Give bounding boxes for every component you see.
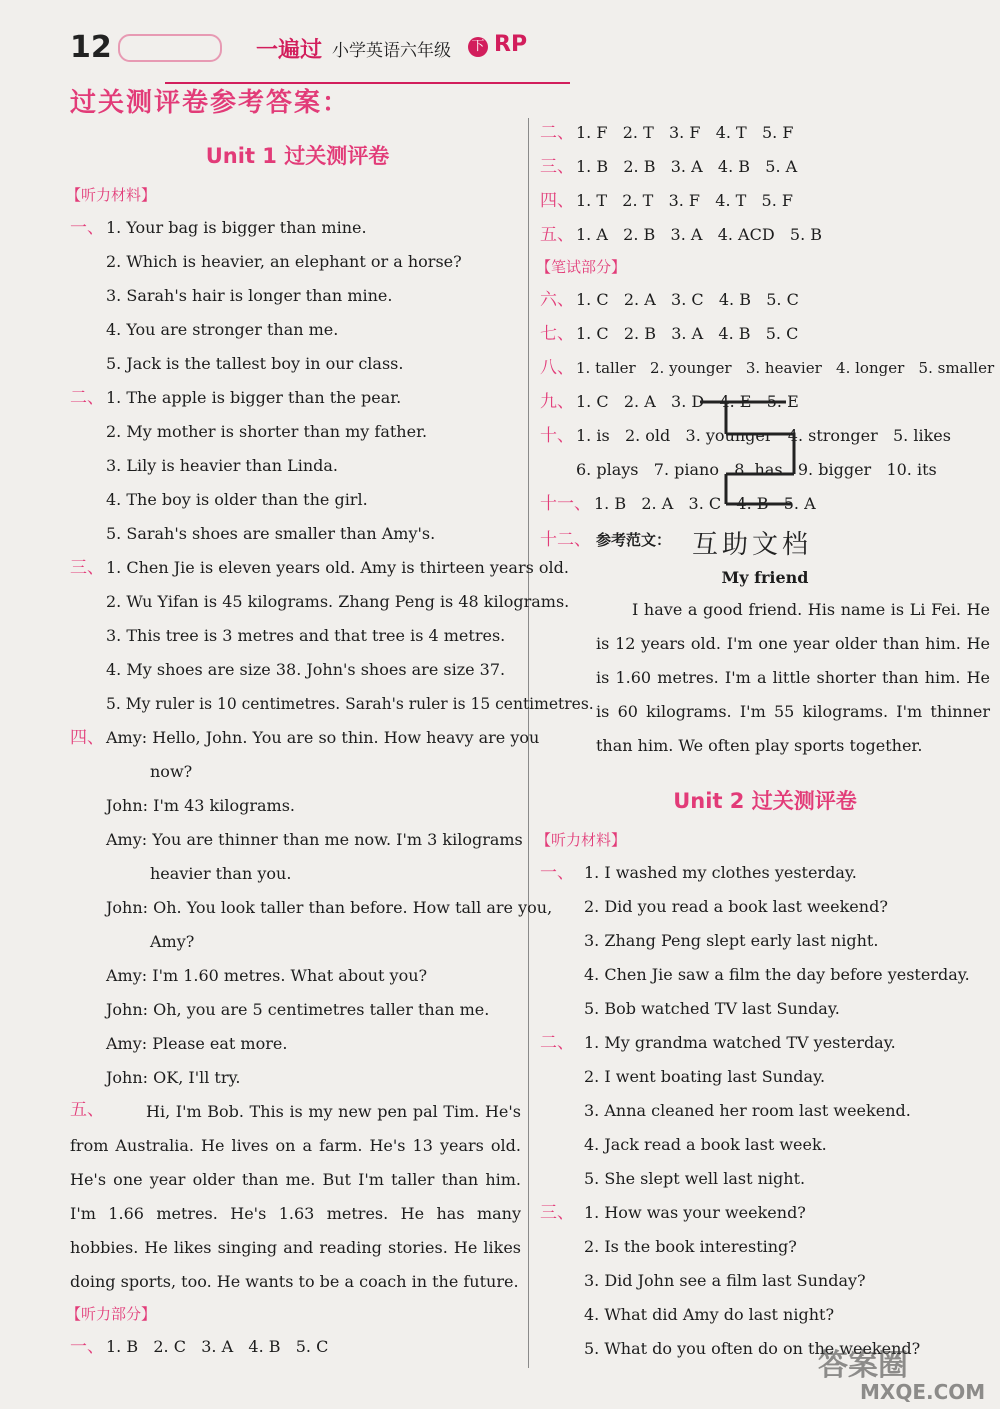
- answer-row: 1. B 2. A 3. C 4. B 5. A: [594, 494, 816, 513]
- unit2-section-1: [540, 856, 990, 1026]
- dialogue-line: John: OK, I'll try.: [106, 1068, 241, 1087]
- unit2-title: Unit 2 过关测评卷: [673, 789, 857, 813]
- section-number: 二、: [540, 1033, 574, 1053]
- answer-row: 1. is 2. old 3. younger 4. stronger 5. likes: [576, 426, 951, 445]
- section-number: 十二、: [540, 530, 591, 550]
- section-number: 六、: [540, 290, 574, 310]
- dialogue-line: Amy: You are thinner than me now. I'm 3 kilograms: [106, 830, 523, 849]
- list-item: 1. I washed my clothes yesterday.: [584, 863, 857, 882]
- list-item: 4. What did Amy do last night?: [584, 1305, 835, 1324]
- section-number: 一、: [70, 1337, 104, 1357]
- answer-row: 1. T 2. T 3. F 4. T 5. F: [576, 191, 794, 210]
- list-item: 2. I went boating last Sunday.: [584, 1067, 826, 1086]
- unit1-title: Unit 1 过关测评卷: [205, 144, 390, 168]
- section-number: 七、: [540, 324, 574, 344]
- corner-watermark-url: MXQE.COM: [860, 1380, 986, 1404]
- brand-logo-graphic: [118, 34, 222, 62]
- essay-title: My friend: [721, 568, 809, 587]
- book-title: 小学英语六年级: [332, 41, 451, 61]
- watermark-text: 互助文档: [692, 530, 813, 560]
- corner-watermark: 答案圈: [818, 1348, 908, 1383]
- answer-row: 1. C 2. B 3. A 4. B 5. C: [576, 324, 799, 343]
- page-title: 过关测评卷参考答案：: [70, 88, 351, 118]
- section-number: 五、: [540, 225, 574, 245]
- dialogue-line: now?: [150, 762, 193, 781]
- page-header: [70, 30, 528, 65]
- list-item: 1. The apple is bigger than the pear.: [106, 388, 402, 407]
- list-item: 3. This tree is 3 metres and that tree is 4 metres.: [106, 626, 506, 645]
- list-item: 1. How was your weekend?: [584, 1203, 806, 1222]
- brand-name: 一遍过: [256, 38, 323, 63]
- list-item: 3. Zhang Peng slept early last night.: [584, 931, 879, 950]
- list-item: 2. Wu Yifan is 45 kilograms. Zhang Peng is 48 kilograms.: [106, 592, 570, 611]
- list-item: 4. You are stronger than me.: [106, 320, 339, 339]
- section-number: 五、: [70, 1100, 104, 1120]
- list-item: 1. Your bag is bigger than mine.: [106, 218, 367, 237]
- section-number: 二、: [70, 388, 104, 408]
- answer-row: 6. plays 7. piano 8. has 9. bigger 10. its: [576, 460, 937, 479]
- list-item: 1. Chen Jie is eleven years old. Amy is thirteen years old.: [106, 558, 569, 577]
- dialogue-line: Amy: I'm 1.60 metres. What about you?: [106, 966, 428, 985]
- section-number: 三、: [540, 157, 574, 177]
- list-item: 3. Anna cleaned her room last weekend.: [584, 1101, 911, 1120]
- section-number: 一、: [540, 863, 574, 883]
- list-item: 2. Did you read a book last weekend?: [584, 897, 888, 916]
- dialogue-line: John: Oh, you are 5 centimetres taller than me.: [106, 1000, 490, 1019]
- list-item: 2. Is the book interesting?: [584, 1237, 797, 1256]
- dialogue-line: Amy: Please eat more.: [106, 1034, 288, 1053]
- section-number: 四、: [540, 191, 574, 211]
- passage-text: Hi, I'm Bob. This is my new pen pal Tim. He's from Australia. He lives on a farm. He's 13 years old. He's one year older than me. But I'm taller than him. I'm 1.66 metres. He's 1.63 metres. He has many hobbies. He likes singing and reading stories. He likes doing sports, too. He wants to be a coach in the future.: [70, 1102, 521, 1291]
- section-number: 二、: [540, 123, 574, 143]
- list-item: 4. My shoes are size 38. John's shoes are size 37.: [106, 660, 506, 679]
- watermark-graphic: [696, 394, 796, 506]
- section-number: 八、: [540, 358, 574, 378]
- essay-label: 参考范文：: [596, 531, 672, 549]
- unit2-section-3: [540, 1196, 990, 1366]
- list-item: 3. Sarah's hair is longer than mine.: [106, 286, 393, 305]
- unit1-section-4-dialogue: [70, 721, 553, 1095]
- essay-text: I have a good friend. His name is Li Fei. He is 12 years old. I'm one year older than him. He is 1.60 metres. I'm a little shorter than him. He is 60 kilograms. I'm 55 kilograms. I'm thinner than him. We often play sports together.: [596, 600, 990, 755]
- unit2-section-2: [540, 1026, 990, 1196]
- list-item: 5. Sarah's shoes are smaller than Amy's.: [106, 524, 436, 543]
- answer-row: 1. C 2. A 3. D 4. E 5. E: [576, 392, 799, 411]
- unit1-section-3: [70, 551, 594, 721]
- list-item: 5. My ruler is 10 centimetres. Sarah's ruler is 15 centimetres.: [106, 695, 594, 713]
- unit1-section-5-passage: [70, 1095, 525, 1299]
- section-number: 四、: [70, 728, 104, 748]
- section-number: 一、: [70, 218, 104, 238]
- answer-row: 1. F 2. T 3. F 4. T 5. F: [576, 123, 794, 142]
- written-part-tag: 【笔试部分】: [536, 258, 627, 276]
- answer-row: 1. B 2. C 3. A 4. B 5. C: [106, 1337, 329, 1356]
- dialogue-line: Amy: Hello, John. You are so thin. How heavy are you: [106, 728, 540, 747]
- list-item: 5. Jack is the tallest boy in our class.: [106, 354, 404, 373]
- right-column: [536, 116, 995, 1366]
- page-number: 12: [70, 30, 112, 65]
- list-item: 2. Which is heavier, an elephant or a horse?: [106, 252, 462, 271]
- unit1-section-2: [70, 381, 525, 551]
- edition-label: RP: [494, 32, 528, 57]
- dialogue-line: John: Oh. You look taller than before. How tall are you,: [106, 898, 553, 917]
- dialogue-line: John: I'm 43 kilograms.: [106, 796, 296, 815]
- list-item: 3. Did John see a film last Sunday?: [584, 1271, 866, 1290]
- list-item: 2. My mother is shorter than my father.: [106, 422, 428, 441]
- section-number: 十一、: [540, 494, 591, 514]
- list-item: 4. Chen Jie saw a film the day before yesterday.: [584, 965, 970, 984]
- unit1-listening-part-tag: 【听力部分】: [66, 1305, 157, 1323]
- section-number: 三、: [70, 558, 104, 578]
- grade-badge: 下: [468, 37, 488, 57]
- unit1-listening-tag: 【听力材料】: [66, 186, 157, 204]
- list-item: 5. Bob watched TV last Sunday.: [584, 999, 840, 1018]
- list-item: 4. The boy is older than the girl.: [106, 490, 368, 509]
- list-item: 5. What do you often do on the weekend?: [584, 1339, 921, 1358]
- list-item: 5. She slept well last night.: [584, 1169, 806, 1188]
- list-item: 3. Lily is heavier than Linda.: [106, 456, 338, 475]
- section-number: 九、: [540, 392, 574, 412]
- answer-row: 1. taller 2. younger 3. heavier 4. longer 5. smaller: [576, 359, 995, 377]
- section-number: 三、: [540, 1203, 574, 1223]
- section-number: 十、: [540, 426, 574, 446]
- list-item: 4. Jack read a book last week.: [584, 1135, 827, 1154]
- unit1-section-1: [70, 211, 525, 381]
- list-item: 1. My grandma watched TV yesterday.: [584, 1033, 896, 1052]
- answer-row: 1. A 2. B 3. A 4. ACD 5. B: [576, 225, 823, 244]
- dialogue-line: Amy?: [150, 932, 195, 951]
- dialogue-line: heavier than you.: [150, 864, 292, 883]
- answer-row: 1. C 2. A 3. C 4. B 5. C: [576, 290, 799, 309]
- unit2-listening-tag: 【听力材料】: [536, 831, 627, 849]
- answer-row: 1. B 2. B 3. A 4. B 5. A: [576, 157, 798, 176]
